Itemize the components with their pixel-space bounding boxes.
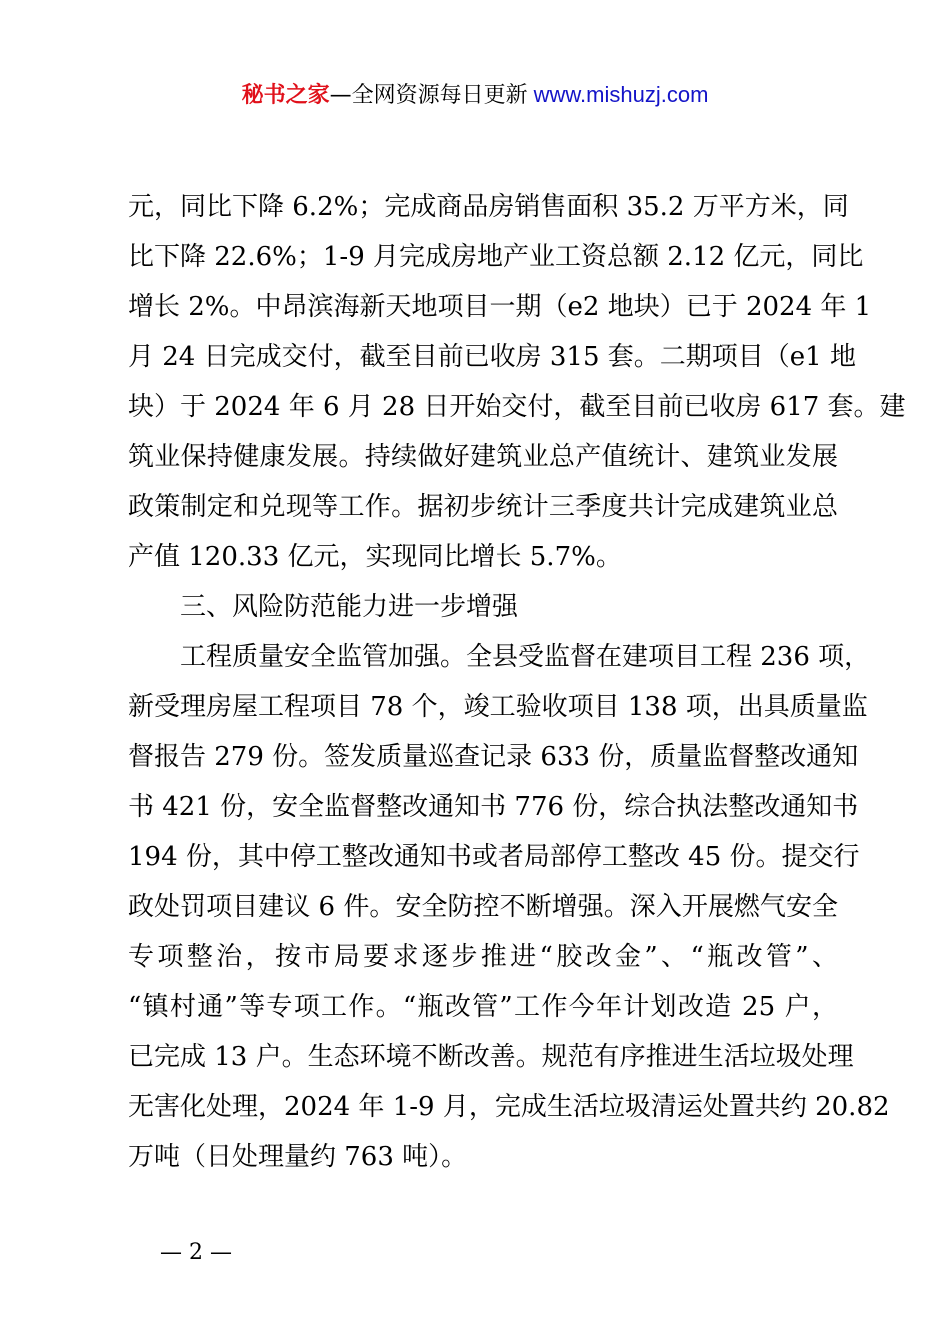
site-url[interactable]: www.mishuzj.com [533, 82, 709, 107]
text-line: 产值 120.33 亿元，实现同比增长 5.7%。 [128, 542, 622, 572]
text-line: “镇村通”等专项工作。“瓶改管”工作今年计划改造 25 户， [128, 992, 838, 1022]
text-line: 增长 2%。中昂滨海新天地项目一期（e2 地块）已于 2024 年 1 [128, 292, 872, 322]
text-line: 书 421 份，安全监督整改通知书 776 份，综合执法整改通知书 [128, 792, 859, 822]
text-line: 块）于 2024 年 6 月 28 日开始交付，截至目前已收房 617 套。建 [128, 392, 906, 422]
document-body [128, 182, 906, 1182]
text-line: 194 份，其中停工整改通知书或者局部停工整改 45 份。提交行 [128, 842, 860, 872]
site-header [0, 78, 950, 113]
text-line: 已完成 13 户。生态环境不断改善。规范有序推进生活垃圾处理 [128, 1042, 854, 1072]
text-line: 元，同比下降 6.2%；完成商品房销售面积 35.2 万平方米，同 [128, 192, 849, 222]
page-number: — 2 — [160, 1240, 232, 1265]
text-line: 新受理房屋工程项目 78 个，竣工验收项目 138 项，出具质量监 [128, 692, 868, 722]
text-line: 督报告 279 份。签发质量巡查记录 633 份，质量监督整改通知 [128, 742, 859, 772]
text-line: 月 24 日完成交付，截至目前已收房 315 套。二期项目（e1 地 [128, 342, 856, 372]
brand-name: 秘书之家 [241, 83, 330, 108]
text-line: 政策制定和兑现等工作。据初步统计三季度共计完成建筑业总 [128, 492, 838, 522]
text-line: 政处罚项目建议 6 件。安全防控不断增强。深入开展燃气安全 [128, 892, 838, 922]
text-line: 工程质量安全监管加强。全县受监督在建项目工程 236 项， [180, 642, 871, 672]
text-line: 比下降 22.6%；1-9 月完成房地产业工资总额 2.12 亿元，同比 [128, 242, 864, 272]
text-line: 筑业保持健康发展。持续做好建筑业总产值统计、建筑业发展 [128, 442, 838, 472]
text-line: 专项整治，按市局要求逐步推进“胶改金”、“瓶改管”、 [128, 942, 838, 972]
text-line: 无害化处理，2024 年 1-9 月，完成生活垃圾清运处置共约 20.82 [128, 1092, 890, 1122]
header-slogan: —全网资源每日更新 [329, 83, 528, 108]
section-heading: 三、风险防范能力进一步增强 [180, 592, 519, 622]
text-line: 万吨（日处理量约 763 吨）。 [128, 1142, 468, 1172]
